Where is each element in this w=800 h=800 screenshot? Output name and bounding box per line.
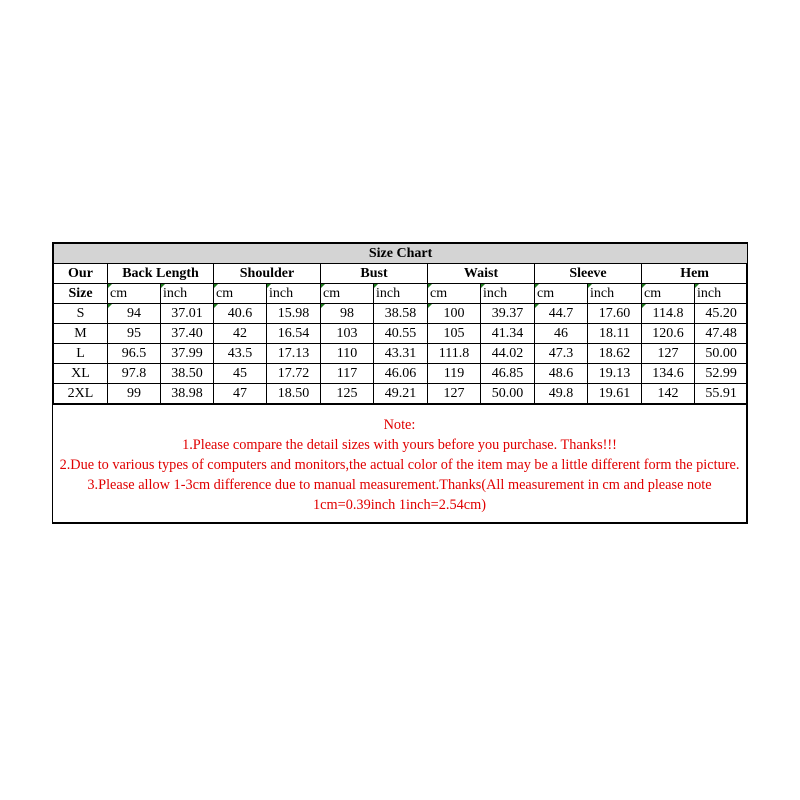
table-cell: 43.5	[214, 344, 267, 364]
table-cell: 127	[642, 344, 695, 364]
table-cell: 105	[428, 324, 481, 344]
unit-label-cm: cm	[321, 284, 374, 304]
table-cell: 18.62	[588, 344, 642, 364]
table-cell: 142	[642, 384, 695, 404]
table-cell: 111.8	[428, 344, 481, 364]
size-label: S	[54, 304, 108, 324]
table-cell: 50.00	[695, 344, 748, 364]
column-header: Waist	[428, 264, 535, 284]
table-row	[54, 364, 748, 384]
column-header: Shoulder	[214, 264, 321, 284]
table-row	[54, 324, 748, 344]
unit-label-cm: cm	[428, 284, 481, 304]
table-cell: 94	[108, 304, 161, 324]
table-cell: 55.91	[695, 384, 748, 404]
note-line-1: 1.Please compare the detail sizes with yours before you purchase. Thanks!!!	[182, 437, 617, 453]
size-chart	[52, 242, 748, 524]
column-header: Back Length	[108, 264, 214, 284]
column-header: Bust	[321, 264, 428, 284]
table-cell: 99	[108, 384, 161, 404]
table-cell: 19.13	[588, 364, 642, 384]
table-cell: 44.7	[535, 304, 588, 324]
table-cell: 47.48	[695, 324, 748, 344]
table-cell: 38.58	[374, 304, 428, 324]
table-cell: 45	[214, 364, 267, 384]
table-cell: 44.02	[481, 344, 535, 364]
table-cell: 114.8	[642, 304, 695, 324]
table-cell: 120.6	[642, 324, 695, 344]
table-cell: 46.85	[481, 364, 535, 384]
table-cell: 52.99	[695, 364, 748, 384]
table-cell: 117	[321, 364, 374, 384]
table-cell: 49.21	[374, 384, 428, 404]
table-cell: 37.01	[161, 304, 214, 324]
unit-label-cm: cm	[214, 284, 267, 304]
table-cell: 127	[428, 384, 481, 404]
note-line-2: 2.Due to various types of computers and monitors,the actual color of the item may be a little different form the picture.	[59, 457, 740, 473]
table-cell: 18.11	[588, 324, 642, 344]
size-header-top: Our	[54, 264, 108, 284]
table-cell: 46.06	[374, 364, 428, 384]
unit-label-cm: cm	[108, 284, 161, 304]
size-label: L	[54, 344, 108, 364]
table-cell: 96.5	[108, 344, 161, 364]
table-cell: 103	[321, 324, 374, 344]
table-cell: 125	[321, 384, 374, 404]
table-cell: 38.98	[161, 384, 214, 404]
unit-label-inch: inch	[695, 284, 748, 304]
table-cell: 45.20	[695, 304, 748, 324]
table-row	[54, 384, 748, 404]
table-cell: 47	[214, 384, 267, 404]
size-chart-table	[53, 243, 748, 404]
table-cell: 42	[214, 324, 267, 344]
table-cell: 38.50	[161, 364, 214, 384]
table-cell: 39.37	[481, 304, 535, 324]
size-header-bottom: Size	[54, 284, 108, 304]
size-label: M	[54, 324, 108, 344]
table-cell: 46	[535, 324, 588, 344]
table-cell: 40.55	[374, 324, 428, 344]
table-cell: 134.6	[642, 364, 695, 384]
unit-label-inch: inch	[481, 284, 535, 304]
size-label: 2XL	[54, 384, 108, 404]
table-cell: 95	[108, 324, 161, 344]
table-cell: 50.00	[481, 384, 535, 404]
table-cell: 37.99	[161, 344, 214, 364]
table-cell: 40.6	[214, 304, 267, 324]
table-cell: 17.60	[588, 304, 642, 324]
table-cell: 17.13	[267, 344, 321, 364]
table-row	[54, 304, 748, 324]
unit-label-inch: inch	[588, 284, 642, 304]
table-cell: 97.8	[108, 364, 161, 384]
note-box	[53, 404, 746, 522]
table-cell: 41.34	[481, 324, 535, 344]
table-cell: 17.72	[267, 364, 321, 384]
unit-label-cm: cm	[642, 284, 695, 304]
unit-label-inch: inch	[374, 284, 428, 304]
table-cell: 48.6	[535, 364, 588, 384]
table-cell: 49.8	[535, 384, 588, 404]
column-header: Sleeve	[535, 264, 642, 284]
table-cell: 15.98	[267, 304, 321, 324]
unit-label-cm: cm	[535, 284, 588, 304]
table-cell: 18.50	[267, 384, 321, 404]
table-cell: 43.31	[374, 344, 428, 364]
table-cell: 110	[321, 344, 374, 364]
table-cell: 37.40	[161, 324, 214, 344]
table-cell: 47.3	[535, 344, 588, 364]
chart-title: Size Chart	[54, 244, 748, 264]
table-cell: 16.54	[267, 324, 321, 344]
unit-label-inch: inch	[161, 284, 214, 304]
table-cell: 100	[428, 304, 481, 324]
table-cell: 119	[428, 364, 481, 384]
note-line-3: 3.Please allow 1-3cm difference due to manual measurement.Thanks(All measurement in cm and please note 1cm=0.39inch 1inch=2.54cm)	[87, 477, 712, 513]
table-row	[54, 344, 748, 364]
column-header: Hem	[642, 264, 748, 284]
table-cell: 19.61	[588, 384, 642, 404]
table-cell: 98	[321, 304, 374, 324]
note-heading: Note:	[383, 417, 416, 433]
unit-label-inch: inch	[267, 284, 321, 304]
size-label: XL	[54, 364, 108, 384]
